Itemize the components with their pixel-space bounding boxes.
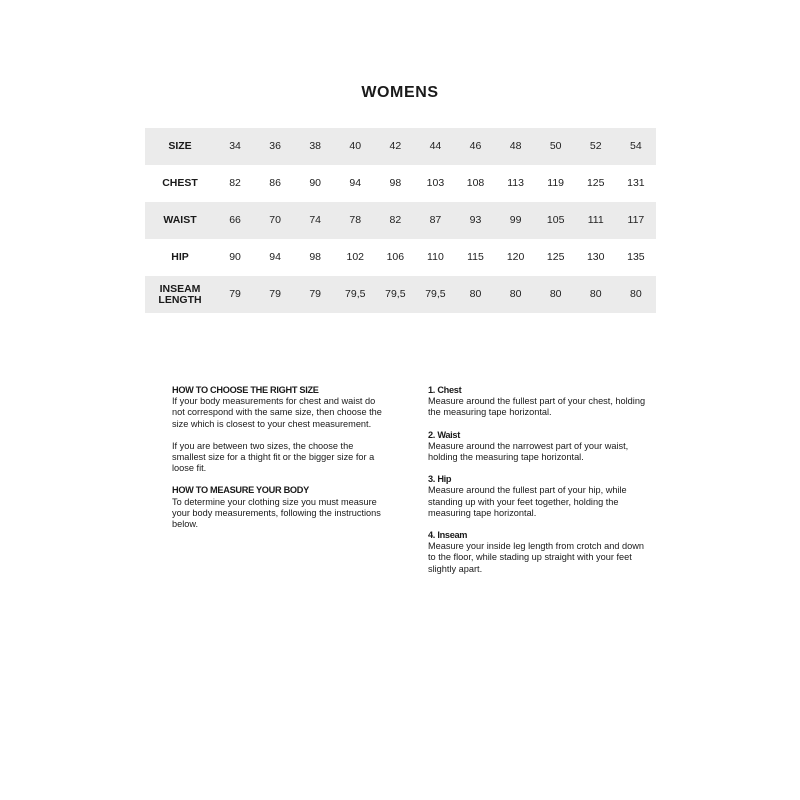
table-row-size — [145, 128, 656, 165]
chest-cell: 113 — [507, 177, 524, 189]
waist-cell: 111 — [576, 202, 616, 239]
chest-cell: 86 — [269, 177, 281, 189]
choose-size-heading: HOW TO CHOOSE THE RIGHT SIZE — [172, 385, 319, 395]
inseam-cell: 80 — [576, 276, 616, 313]
hip-text: Measure around the fullest part of your hip, while standing up with your feet together, holding the measuring tape horizontal. — [428, 485, 627, 518]
hip-cell: 115 — [467, 251, 484, 263]
size-cell: 52 — [576, 128, 616, 165]
between-sizes-text: If you are between two sizes, the choose the smallest size for a thight fit or the bigger size for a loose fit. — [172, 440, 375, 474]
choose-size-text: If your body measurements for chest and waist do not correspond with the same size, then choose the size which is closest to your chest measurement. — [172, 396, 382, 429]
inseam-cell: 80 — [455, 276, 495, 313]
chest-cell: 125 — [586, 177, 605, 189]
table-row-hip — [145, 239, 656, 276]
inseam-cell: 79 — [215, 276, 255, 313]
waist-cell: 66 — [215, 202, 255, 239]
inseam-cell: 79 — [295, 276, 335, 313]
table-row-waist — [145, 202, 656, 239]
chest-heading: 1. Chest — [428, 385, 462, 395]
chest-text: Measure around the fullest part of your chest, holding the measuring tape horizontal. — [428, 396, 646, 418]
hip-heading: 3. Hip — [428, 474, 452, 485]
waist-text: Measure around the narrowest part of your waist, holding the measuring tape horizontal. — [428, 440, 629, 463]
waist-instructions — [428, 430, 648, 464]
waist-heading: 2. Waist — [428, 429, 460, 440]
inseam-label-line1: INSEAM — [159, 282, 201, 295]
hip-cell: 102 — [346, 251, 365, 263]
hip-cell: 120 — [506, 251, 525, 263]
inseam-cell: 79,5 — [375, 276, 415, 313]
table-row-inseam — [145, 276, 656, 313]
row-label-hip: HIP — [171, 251, 189, 263]
hip-cell: 90 — [229, 251, 241, 263]
measure-body-text: To determine your clothing size you must measure your body measurements, following the instructions below. — [172, 496, 381, 530]
row-label-waist: WAIST — [145, 202, 215, 239]
size-cell: 36 — [255, 128, 295, 165]
inseam-cell: 80 — [496, 276, 536, 313]
size-cell: 42 — [375, 128, 415, 165]
waist-cell: 70 — [255, 202, 295, 239]
hip-cell: 106 — [386, 251, 405, 263]
measure-body-heading: HOW TO MEASURE YOUR BODY — [172, 485, 309, 496]
size-chart-table — [145, 128, 656, 313]
chest-cell: 108 — [466, 177, 485, 189]
size-cell: 46 — [455, 128, 495, 165]
inseam-cell: 79,5 — [335, 276, 375, 313]
size-cell: 44 — [415, 128, 455, 165]
inseam-instructions — [428, 530, 648, 575]
hip-cell: 94 — [269, 251, 281, 263]
size-cell: 40 — [335, 128, 375, 165]
waist-cell: 74 — [295, 202, 335, 239]
size-cell: 34 — [215, 128, 255, 165]
inseam-label-line2: LENGTH — [158, 293, 202, 306]
chest-cell: 94 — [349, 177, 362, 189]
inseam-heading: 4. Inseam — [428, 530, 468, 541]
chest-cell: 98 — [389, 177, 402, 189]
waist-cell: 93 — [455, 202, 495, 239]
page-title: WOMENS — [361, 84, 439, 101]
hip-cell: 130 — [586, 251, 605, 263]
row-label-size: SIZE — [145, 128, 215, 165]
between-sizes-section — [172, 441, 387, 475]
inseam-cell: 80 — [616, 276, 656, 313]
row-label-chest: CHEST — [162, 177, 198, 189]
inseam-cell: 79 — [255, 276, 295, 313]
waist-cell: 105 — [536, 202, 576, 239]
waist-cell: 87 — [415, 202, 455, 239]
waist-cell: 78 — [335, 202, 375, 239]
hip-cell: 135 — [627, 251, 645, 263]
row-label-inseam-length — [145, 276, 215, 313]
size-guide-right-column — [428, 385, 648, 586]
chest-cell: 131 — [627, 177, 645, 189]
chest-cell: 103 — [426, 177, 445, 189]
inseam-text: Measure your inside leg length from crotch and down to the floor, while stading up straight with your feet slightly apart. — [428, 541, 645, 574]
size-cell: 54 — [616, 128, 656, 165]
hip-cell: 110 — [427, 251, 444, 263]
size-cell: 50 — [536, 128, 576, 165]
size-cell: 38 — [295, 128, 335, 165]
chest-cell: 90 — [309, 177, 322, 189]
measure-body-section — [172, 485, 387, 530]
waist-cell: 99 — [496, 202, 536, 239]
table-row-chest — [145, 165, 656, 202]
hip-instructions — [428, 474, 648, 519]
chest-cell: 119 — [547, 177, 565, 189]
inseam-cell: 80 — [536, 276, 576, 313]
chest-instructions — [428, 385, 648, 419]
hip-cell: 125 — [546, 251, 565, 263]
size-guide-left-column — [172, 385, 387, 541]
waist-cell: 117 — [616, 202, 656, 239]
inseam-cell: 79,5 — [415, 276, 455, 313]
chest-cell: 82 — [229, 177, 241, 189]
choose-size-section — [172, 385, 387, 430]
hip-cell: 98 — [309, 251, 322, 263]
size-cell: 48 — [496, 128, 536, 165]
waist-cell: 82 — [375, 202, 415, 239]
